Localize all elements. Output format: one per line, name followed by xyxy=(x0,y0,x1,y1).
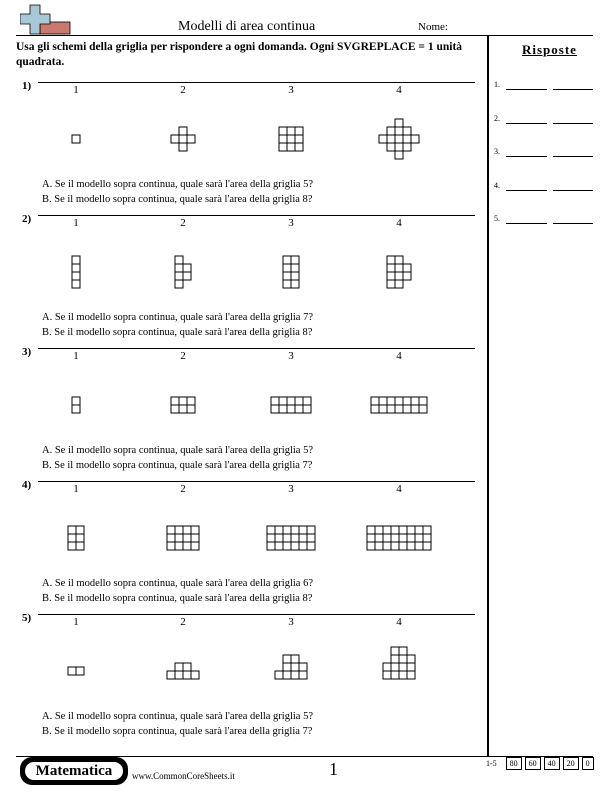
unit-square xyxy=(399,526,407,534)
unit-square xyxy=(379,135,387,143)
grid-figure xyxy=(166,662,200,680)
grid-figure xyxy=(366,525,432,551)
unit-square xyxy=(375,526,383,534)
unit-square xyxy=(307,526,315,534)
unit-square xyxy=(279,143,287,151)
unit-square xyxy=(167,534,175,542)
unit-square xyxy=(399,663,407,671)
unit-square xyxy=(267,534,275,542)
unit-square xyxy=(291,256,299,264)
unit-square xyxy=(175,534,183,542)
unit-square xyxy=(279,127,287,135)
unit-square xyxy=(395,135,403,143)
grid-label: 4 xyxy=(396,616,402,628)
unit-square xyxy=(183,671,191,679)
grid-label: 2 xyxy=(180,350,186,362)
unit-square xyxy=(415,526,423,534)
unit-square xyxy=(411,405,419,413)
grid-label: 2 xyxy=(180,616,186,628)
unit-square xyxy=(399,534,407,542)
unit-square xyxy=(423,542,431,550)
unit-square xyxy=(423,534,431,542)
unit-square xyxy=(415,534,423,542)
grid-figure xyxy=(378,118,420,160)
unit-square xyxy=(76,667,84,675)
grid-figure xyxy=(170,396,196,414)
grid-figure xyxy=(266,525,316,551)
unit-square xyxy=(287,127,295,135)
unit-square xyxy=(68,534,76,542)
unit-square xyxy=(167,526,175,534)
unit-square xyxy=(183,526,191,534)
unit-square xyxy=(271,405,279,413)
unit-square xyxy=(191,671,199,679)
unit-square xyxy=(303,405,311,413)
unit-square xyxy=(291,534,299,542)
question-a: A. Se il modello sopra continua, quale sarà l'area della griglia 7? xyxy=(42,312,314,323)
page-title: Modelli di area continua xyxy=(178,19,316,34)
unit-square xyxy=(287,405,295,413)
unit-square xyxy=(299,671,307,679)
unit-square xyxy=(72,280,80,288)
subject-badge-label: Matematica xyxy=(25,762,123,780)
answer-number: 4. xyxy=(494,181,500,190)
grid-figure xyxy=(67,525,85,551)
answer-blank[interactable] xyxy=(506,89,547,90)
unit-square xyxy=(299,663,307,671)
unit-square xyxy=(387,405,395,413)
unit-square xyxy=(395,143,403,151)
grid-figure xyxy=(270,396,312,414)
unit-square xyxy=(167,671,175,679)
unit-square xyxy=(375,542,383,550)
answer-number: 2. xyxy=(494,114,500,123)
unit-square xyxy=(379,397,387,405)
answer-number: 1. xyxy=(494,80,500,89)
unit-square xyxy=(379,405,387,413)
score-range: 1-5 xyxy=(486,759,497,768)
question-b: B. Se il modello sopra continua, quale sarà l'area della griglia 8? xyxy=(42,593,313,604)
grid-label: 3 xyxy=(288,84,294,96)
unit-square xyxy=(367,526,375,534)
unit-square xyxy=(175,526,183,534)
unit-square xyxy=(267,542,275,550)
unit-square xyxy=(191,526,199,534)
unit-square xyxy=(291,526,299,534)
unit-square xyxy=(367,534,375,542)
unit-square xyxy=(391,526,399,534)
answer-blank[interactable] xyxy=(553,89,593,90)
unit-square xyxy=(283,542,291,550)
problem-rule xyxy=(38,82,475,83)
unit-square xyxy=(383,542,391,550)
unit-square xyxy=(407,663,415,671)
answer-number: 3. xyxy=(494,147,500,156)
unit-square xyxy=(175,542,183,550)
answer-blank[interactable] xyxy=(553,190,593,191)
grid-label: 3 xyxy=(288,616,294,628)
unit-square xyxy=(383,534,391,542)
unit-square xyxy=(175,264,183,272)
unit-square xyxy=(403,135,411,143)
problem-number: 2) xyxy=(22,213,32,225)
unit-square xyxy=(175,272,183,280)
unit-square xyxy=(299,526,307,534)
score-cell: 80 xyxy=(506,757,522,770)
answer-number: 5. xyxy=(494,214,500,223)
unit-square xyxy=(391,671,399,679)
unit-square xyxy=(68,526,76,534)
unit-square xyxy=(399,655,407,663)
unit-square xyxy=(76,534,84,542)
unit-square xyxy=(387,256,395,264)
unit-square xyxy=(287,135,295,143)
answer-blank[interactable] xyxy=(553,123,593,124)
unit-square xyxy=(395,264,403,272)
unit-square xyxy=(407,534,415,542)
unit-square xyxy=(403,264,411,272)
unit-square xyxy=(275,534,283,542)
unit-square xyxy=(179,143,187,151)
unit-square xyxy=(283,663,291,671)
unit-square xyxy=(283,671,291,679)
unit-square xyxy=(395,119,403,127)
grid-label: 4 xyxy=(396,217,402,229)
unit-square xyxy=(371,397,379,405)
header-rule xyxy=(16,35,593,36)
unit-square xyxy=(187,405,195,413)
score-cell: 40 xyxy=(544,757,560,770)
unit-square xyxy=(72,405,80,413)
unit-square xyxy=(407,671,415,679)
grid-label: 1 xyxy=(73,84,79,96)
unit-square xyxy=(72,272,80,280)
unit-square xyxy=(299,534,307,542)
unit-square xyxy=(307,534,315,542)
unit-square xyxy=(387,135,395,143)
unit-square xyxy=(423,526,431,534)
grid-label: 3 xyxy=(288,350,294,362)
unit-square xyxy=(275,526,283,534)
unit-square xyxy=(283,526,291,534)
unit-square xyxy=(299,542,307,550)
unit-square xyxy=(179,405,187,413)
unit-square xyxy=(403,397,411,405)
grid-figure xyxy=(174,255,192,289)
subject-badge xyxy=(20,757,128,785)
unit-square xyxy=(407,542,415,550)
grid-figure xyxy=(71,134,81,144)
unit-square xyxy=(275,671,283,679)
unit-square xyxy=(399,671,407,679)
grid-figure xyxy=(386,255,412,289)
unit-square xyxy=(403,272,411,280)
unit-square xyxy=(407,655,415,663)
unit-square xyxy=(383,526,391,534)
unit-square xyxy=(283,534,291,542)
unit-square xyxy=(283,655,291,663)
unit-square xyxy=(367,542,375,550)
problem-number: 4) xyxy=(22,479,32,491)
problem-number: 5) xyxy=(22,612,32,624)
answer-blank[interactable] xyxy=(506,156,547,157)
score-table xyxy=(486,757,594,770)
unit-square xyxy=(303,397,311,405)
unit-square xyxy=(411,135,419,143)
unit-square xyxy=(171,397,179,405)
unit-square xyxy=(399,542,407,550)
grid-figure xyxy=(382,646,416,680)
unit-square xyxy=(68,542,76,550)
unit-square xyxy=(395,272,403,280)
score-cell: 0 xyxy=(582,757,594,770)
score-cell: 60 xyxy=(525,757,541,770)
unit-square xyxy=(419,405,427,413)
unit-square xyxy=(175,671,183,679)
grid-label: 1 xyxy=(73,350,79,362)
unit-square xyxy=(395,151,403,159)
unit-square xyxy=(391,663,399,671)
unit-square xyxy=(395,280,403,288)
unit-square xyxy=(183,264,191,272)
unit-square xyxy=(295,143,303,151)
unit-square xyxy=(383,663,391,671)
grid-label: 2 xyxy=(180,483,186,495)
unit-square xyxy=(183,272,191,280)
unit-square xyxy=(403,127,411,135)
answer-blank[interactable] xyxy=(553,156,593,157)
unit-square xyxy=(279,405,287,413)
unit-square xyxy=(403,143,411,151)
instructions: Usa gli schemi della griglia per rispondere a ogni domanda. Ogni SVGREPLACE = 1 unità quadrata. xyxy=(16,41,463,68)
grid-label: 2 xyxy=(180,217,186,229)
unit-square xyxy=(291,655,299,663)
unit-square xyxy=(407,526,415,534)
score-cell: 20 xyxy=(563,757,579,770)
unit-square xyxy=(76,526,84,534)
unit-square xyxy=(295,135,303,143)
grid-label: 1 xyxy=(73,483,79,495)
unit-square xyxy=(267,526,275,534)
unit-square xyxy=(287,397,295,405)
question-b: B. Se il modello sopra continua, quale sarà l'area della griglia 8? xyxy=(42,327,313,338)
unit-square xyxy=(271,397,279,405)
question-b: B. Se il modello sopra continua, quale sarà l'area della griglia 7? xyxy=(42,726,313,737)
page-number: 1 xyxy=(329,759,338,779)
unit-square xyxy=(72,135,80,143)
unit-square xyxy=(387,397,395,405)
unit-square xyxy=(395,397,403,405)
unit-square xyxy=(419,397,427,405)
grid-label: 1 xyxy=(73,217,79,229)
grid-figure xyxy=(274,654,308,680)
unit-square xyxy=(387,264,395,272)
grid-figure xyxy=(71,396,81,414)
unit-square xyxy=(279,135,287,143)
unit-square xyxy=(283,272,291,280)
unit-square xyxy=(275,542,283,550)
answer-blank[interactable] xyxy=(506,223,547,224)
unit-square xyxy=(68,667,76,675)
unit-square xyxy=(395,256,403,264)
unit-square xyxy=(183,663,191,671)
unit-square xyxy=(395,405,403,413)
unit-square xyxy=(411,397,419,405)
question-a: A. Se il modello sopra continua, quale sarà l'area della griglia 5? xyxy=(42,711,314,722)
problem-number: 1) xyxy=(22,80,32,92)
unit-square xyxy=(167,542,175,550)
unit-square xyxy=(72,256,80,264)
unit-square xyxy=(291,264,299,272)
answer-blank[interactable] xyxy=(506,190,547,191)
grid-label: 4 xyxy=(396,350,402,362)
unit-square xyxy=(76,542,84,550)
answer-column-divider xyxy=(487,35,489,757)
unit-square xyxy=(179,127,187,135)
problem-number: 3) xyxy=(22,346,32,358)
unit-square xyxy=(391,647,399,655)
unit-square xyxy=(291,542,299,550)
unit-square xyxy=(291,663,299,671)
unit-square xyxy=(295,127,303,135)
problem-rule xyxy=(38,215,475,216)
unit-square xyxy=(287,143,295,151)
unit-square xyxy=(175,256,183,264)
unit-square xyxy=(375,534,383,542)
unit-square xyxy=(179,135,187,143)
unit-square xyxy=(179,397,187,405)
logo-plus-icon xyxy=(20,4,72,38)
question-a: A. Se il modello sopra continua, quale sarà l'area della griglia 5? xyxy=(42,179,314,190)
unit-square xyxy=(191,534,199,542)
grid-figure xyxy=(67,666,85,676)
unit-square xyxy=(175,663,183,671)
answers-heading: Risposte xyxy=(522,42,577,57)
unit-square xyxy=(391,655,399,663)
site-url: www.CommonCoreSheets.it xyxy=(132,771,235,781)
grid-label: 3 xyxy=(288,217,294,229)
unit-square xyxy=(183,542,191,550)
question-b: B. Se il modello sopra continua, quale sarà l'area della griglia 7? xyxy=(42,460,313,471)
unit-square xyxy=(391,542,399,550)
unit-square xyxy=(387,127,395,135)
grid-figure xyxy=(370,396,428,414)
unit-square xyxy=(291,280,299,288)
problem-rule xyxy=(38,614,475,615)
unit-square xyxy=(399,647,407,655)
unit-square xyxy=(403,405,411,413)
unit-square xyxy=(295,397,303,405)
unit-square xyxy=(283,280,291,288)
unit-square xyxy=(279,397,287,405)
grid-label: 4 xyxy=(396,84,402,96)
unit-square xyxy=(387,280,395,288)
grid-figure xyxy=(166,525,200,551)
grid-label: 3 xyxy=(288,483,294,495)
unit-square xyxy=(187,135,195,143)
unit-square xyxy=(387,272,395,280)
unit-square xyxy=(387,143,395,151)
grid-label: 2 xyxy=(180,84,186,96)
grid-figure xyxy=(278,126,304,152)
unit-square xyxy=(395,127,403,135)
unit-square xyxy=(183,534,191,542)
unit-square xyxy=(283,256,291,264)
name-label: Nome: xyxy=(418,21,448,33)
unit-square xyxy=(171,405,179,413)
grid-figure xyxy=(282,255,300,289)
unit-square xyxy=(307,542,315,550)
unit-square xyxy=(191,542,199,550)
unit-square xyxy=(291,671,299,679)
answer-blank[interactable] xyxy=(553,223,593,224)
unit-square xyxy=(371,405,379,413)
grid-figure xyxy=(170,126,196,152)
unit-square xyxy=(283,264,291,272)
grid-label: 1 xyxy=(73,616,79,628)
unit-square xyxy=(415,542,423,550)
grid-label: 4 xyxy=(396,483,402,495)
problem-rule xyxy=(38,481,475,482)
unit-square xyxy=(72,397,80,405)
grid-figure xyxy=(71,255,81,289)
unit-square xyxy=(171,135,179,143)
unit-square xyxy=(72,264,80,272)
question-a: A. Se il modello sopra continua, quale sarà l'area della griglia 5? xyxy=(42,445,314,456)
unit-square xyxy=(383,671,391,679)
answer-blank[interactable] xyxy=(506,123,547,124)
question-b: B. Se il modello sopra continua, quale sarà l'area della griglia 8? xyxy=(42,194,313,205)
unit-square xyxy=(295,405,303,413)
unit-square xyxy=(175,280,183,288)
problem-rule xyxy=(38,348,475,349)
unit-square xyxy=(187,397,195,405)
unit-square xyxy=(291,272,299,280)
unit-square xyxy=(391,534,399,542)
question-a: A. Se il modello sopra continua, quale sarà l'area della griglia 6? xyxy=(42,578,314,589)
